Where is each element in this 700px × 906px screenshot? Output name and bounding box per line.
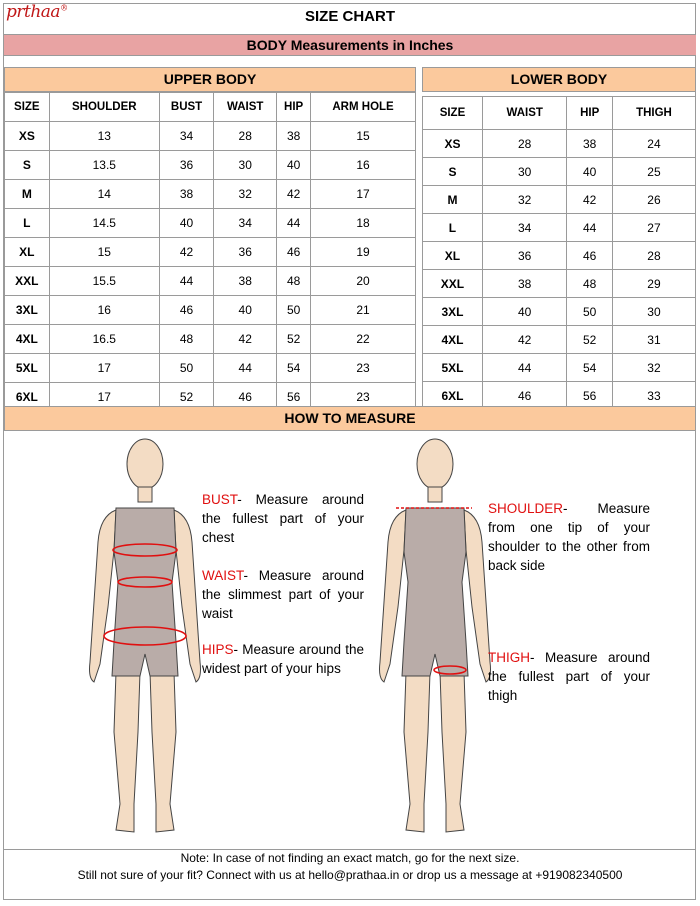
value-cell: 14.5 bbox=[49, 209, 159, 238]
size-cell: 5XL bbox=[5, 354, 50, 383]
value-cell: 32 bbox=[214, 180, 277, 209]
value-cell: 42 bbox=[214, 325, 277, 354]
size-cell: S bbox=[5, 151, 50, 180]
size-cell: L bbox=[423, 214, 483, 242]
bust-keyword: BUST bbox=[202, 492, 238, 507]
hips-instruction: HIPS- Measure around the widest part of your hips bbox=[202, 642, 364, 676]
table-row bbox=[5, 180, 416, 209]
value-cell: 48 bbox=[277, 267, 311, 296]
table-row bbox=[5, 296, 416, 325]
table-row bbox=[5, 354, 416, 383]
brand-logo: prthaa® bbox=[6, 2, 68, 22]
bust-instruction: BUST- Measure around the fullest part of your chest bbox=[202, 492, 364, 545]
value-cell: 19 bbox=[311, 238, 416, 267]
value-cell: 15 bbox=[311, 122, 416, 151]
table-row bbox=[423, 270, 696, 298]
right-leg bbox=[440, 672, 466, 832]
value-cell: 46 bbox=[277, 238, 311, 267]
table-row bbox=[423, 298, 696, 326]
value-cell: 18 bbox=[311, 209, 416, 238]
value-cell: 15.5 bbox=[49, 267, 159, 296]
value-cell: 56 bbox=[277, 383, 311, 412]
value-cell: 44 bbox=[567, 214, 613, 242]
shoulder-instruction: SHOULDER- Measure from one tip of your shoulder to the other from back side bbox=[488, 501, 650, 573]
size-cell: XL bbox=[423, 242, 483, 270]
waist-keyword: WAIST bbox=[202, 568, 244, 583]
size-cell: M bbox=[423, 186, 483, 214]
value-cell: 34 bbox=[159, 122, 213, 151]
column-header: ARM HOLE bbox=[311, 93, 416, 122]
size-cell: S bbox=[423, 158, 483, 186]
column-header: SIZE bbox=[423, 97, 483, 130]
column-header: HIP bbox=[567, 97, 613, 130]
table-row bbox=[423, 214, 696, 242]
left-leg bbox=[114, 672, 140, 832]
table-row bbox=[423, 326, 696, 354]
value-cell: 52 bbox=[277, 325, 311, 354]
value-cell: 44 bbox=[482, 354, 566, 382]
value-cell: 36 bbox=[214, 238, 277, 267]
waist-instruction: WAIST- Measure around the slimmest part of your waist bbox=[202, 568, 364, 621]
value-cell: 29 bbox=[612, 270, 695, 298]
value-cell: 15 bbox=[49, 238, 159, 267]
right-arm bbox=[464, 510, 491, 682]
value-cell: 26 bbox=[612, 186, 695, 214]
value-cell: 25 bbox=[612, 158, 695, 186]
size-cell: XXL bbox=[423, 270, 483, 298]
value-cell: 42 bbox=[277, 180, 311, 209]
column-header: WAIST bbox=[214, 93, 277, 122]
value-cell: 56 bbox=[567, 382, 613, 410]
size-cell: 6XL bbox=[423, 382, 483, 410]
value-cell: 13.5 bbox=[49, 151, 159, 180]
value-cell: 50 bbox=[159, 354, 213, 383]
table-row bbox=[5, 151, 416, 180]
shoulder-keyword: SHOULDER bbox=[488, 501, 564, 516]
page-title: SIZE CHART bbox=[305, 8, 395, 25]
value-cell: 16 bbox=[49, 296, 159, 325]
value-cell: 34 bbox=[214, 209, 277, 238]
value-cell: 30 bbox=[214, 151, 277, 180]
value-cell: 48 bbox=[159, 325, 213, 354]
value-cell: 17 bbox=[49, 383, 159, 412]
value-cell: 50 bbox=[567, 298, 613, 326]
bodysuit bbox=[402, 508, 468, 676]
size-cell: L bbox=[5, 209, 50, 238]
value-cell: 44 bbox=[214, 354, 277, 383]
size-cell: 6XL bbox=[5, 383, 50, 412]
value-cell: 36 bbox=[482, 242, 566, 270]
size-cell: 4XL bbox=[5, 325, 50, 354]
value-cell: 34 bbox=[482, 214, 566, 242]
value-cell: 13 bbox=[49, 122, 159, 151]
value-cell: 28 bbox=[214, 122, 277, 151]
value-cell: 38 bbox=[482, 270, 566, 298]
value-cell: 30 bbox=[482, 158, 566, 186]
left-leg bbox=[404, 672, 430, 832]
value-cell: 38 bbox=[567, 130, 613, 158]
front-body-figure bbox=[80, 432, 210, 844]
hips-keyword: HIPS bbox=[202, 642, 234, 657]
table-row bbox=[5, 325, 416, 354]
footer-notes bbox=[4, 849, 696, 886]
column-header: SIZE bbox=[5, 93, 50, 122]
value-cell: 48 bbox=[567, 270, 613, 298]
value-cell: 46 bbox=[159, 296, 213, 325]
size-cell: XS bbox=[5, 122, 50, 151]
size-cell: 3XL bbox=[5, 296, 50, 325]
upper-body-header: UPPER BODY bbox=[4, 67, 416, 92]
column-header: THIGH bbox=[612, 97, 695, 130]
upper-body-table bbox=[4, 92, 416, 412]
value-cell: 22 bbox=[311, 325, 416, 354]
how-to-measure-header: HOW TO MEASURE bbox=[4, 406, 696, 431]
table-row bbox=[423, 130, 696, 158]
value-cell: 40 bbox=[277, 151, 311, 180]
value-cell: 46 bbox=[567, 242, 613, 270]
value-cell: 38 bbox=[159, 180, 213, 209]
lower-body-header: LOWER BODY bbox=[422, 67, 696, 92]
column-header: SHOULDER bbox=[49, 93, 159, 122]
size-cell: 5XL bbox=[423, 354, 483, 382]
value-cell: 50 bbox=[277, 296, 311, 325]
thigh-instruction: THIGH- Measure around the fullest part of your thigh bbox=[488, 650, 650, 703]
value-cell: 54 bbox=[277, 354, 311, 383]
value-cell: 16.5 bbox=[49, 325, 159, 354]
table-row bbox=[423, 242, 696, 270]
head bbox=[127, 439, 163, 489]
value-cell: 20 bbox=[311, 267, 416, 296]
value-cell: 36 bbox=[159, 151, 213, 180]
value-cell: 42 bbox=[482, 326, 566, 354]
table-row bbox=[5, 209, 416, 238]
value-cell: 40 bbox=[159, 209, 213, 238]
table-row bbox=[423, 158, 696, 186]
value-cell: 44 bbox=[159, 267, 213, 296]
size-cell: XS bbox=[423, 130, 483, 158]
lower-body-table bbox=[422, 96, 696, 410]
value-cell: 52 bbox=[159, 383, 213, 412]
value-cell: 17 bbox=[49, 354, 159, 383]
value-cell: 31 bbox=[612, 326, 695, 354]
value-cell: 52 bbox=[567, 326, 613, 354]
head bbox=[417, 439, 453, 489]
value-cell: 32 bbox=[612, 354, 695, 382]
value-cell: 40 bbox=[214, 296, 277, 325]
size-cell: XL bbox=[5, 238, 50, 267]
value-cell: 38 bbox=[214, 267, 277, 296]
left-arm bbox=[90, 510, 117, 682]
value-cell: 21 bbox=[311, 296, 416, 325]
value-cell: 28 bbox=[482, 130, 566, 158]
value-cell: 42 bbox=[567, 186, 613, 214]
size-cell: M bbox=[5, 180, 50, 209]
right-arm bbox=[174, 510, 201, 682]
value-cell: 46 bbox=[482, 382, 566, 410]
table-header-row bbox=[423, 97, 696, 130]
back-body-figure bbox=[370, 432, 500, 844]
thigh-keyword: THIGH bbox=[488, 650, 530, 665]
right-leg bbox=[150, 672, 176, 832]
value-cell: 46 bbox=[214, 383, 277, 412]
column-header: HIP bbox=[277, 93, 311, 122]
value-cell: 24 bbox=[612, 130, 695, 158]
value-cell: 23 bbox=[311, 383, 416, 412]
value-cell: 16 bbox=[311, 151, 416, 180]
value-cell: 33 bbox=[612, 382, 695, 410]
neck bbox=[138, 487, 152, 502]
table-row bbox=[5, 122, 416, 151]
value-cell: 14 bbox=[49, 180, 159, 209]
column-header: BUST bbox=[159, 93, 213, 122]
value-cell: 17 bbox=[311, 180, 416, 209]
table-row bbox=[5, 238, 416, 267]
size-cell: XXL bbox=[5, 267, 50, 296]
table-row bbox=[5, 267, 416, 296]
value-cell: 42 bbox=[159, 238, 213, 267]
size-cell: 3XL bbox=[423, 298, 483, 326]
table-row bbox=[423, 354, 696, 382]
measurement-unit-banner: BODY Measurements in Inches bbox=[4, 34, 696, 56]
value-cell: 54 bbox=[567, 354, 613, 382]
value-cell: 40 bbox=[567, 158, 613, 186]
column-header: WAIST bbox=[482, 97, 566, 130]
footer-contact: Still not sure of your fit? Connect with us at hello@prathaa.in or drop us a message at +919082340500 bbox=[77, 868, 623, 882]
left-arm bbox=[380, 510, 407, 682]
neck bbox=[428, 487, 442, 502]
value-cell: 32 bbox=[482, 186, 566, 214]
value-cell: 27 bbox=[612, 214, 695, 242]
table-row bbox=[423, 186, 696, 214]
value-cell: 28 bbox=[612, 242, 695, 270]
table-header-row bbox=[5, 93, 416, 122]
bodysuit bbox=[112, 508, 178, 676]
value-cell: 40 bbox=[482, 298, 566, 326]
value-cell: 38 bbox=[277, 122, 311, 151]
size-cell: 4XL bbox=[423, 326, 483, 354]
value-cell: 44 bbox=[277, 209, 311, 238]
value-cell: 23 bbox=[311, 354, 416, 383]
footer-note: Note: In case of not finding an exact match, go for the next size. bbox=[180, 851, 520, 865]
value-cell: 30 bbox=[612, 298, 695, 326]
